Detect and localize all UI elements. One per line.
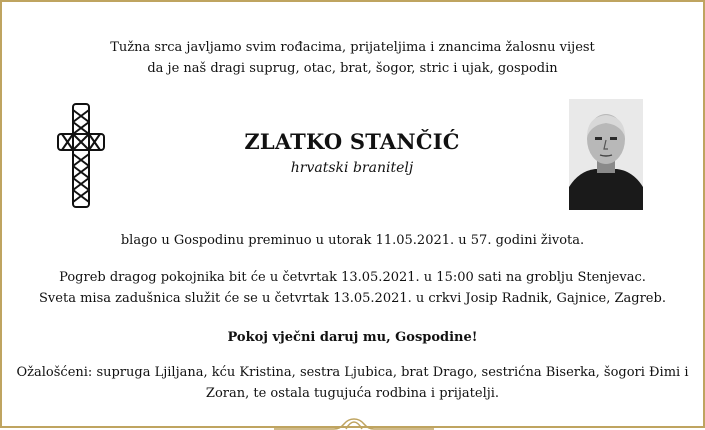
celtic-knot-cross-icon — [56, 102, 106, 209]
death-notice: blago u Gospodinu preminuo u utorak 11.05.2021. u 57. godini života. — [120, 233, 585, 248]
mourners-line-2: Zoran, te ostala tugujuća rodbina i prijatelji. — [205, 386, 500, 401]
deceased-name: ZLATKO STANČIĆ — [244, 129, 460, 154]
deceased-photo — [569, 99, 643, 210]
deceased-title: hrvatski branitelj — [290, 160, 414, 176]
funeral-line-1: Pogreb dragog pokojnika bit će u četvrtak 13.05.2021. u 15:00 sati na groblju Stenjevac. — [59, 270, 646, 285]
funeral-details — [2, 267, 703, 309]
mourners-line-1: Ožalošćeni: supruga Ljiljana, kću Kristina, sestra Ljubica, brat Drago, sestrićna Biserka, šogori Đimi i — [16, 365, 689, 380]
prayer-text: Pokoj vječni daruj mu, Gospodine! — [227, 330, 478, 345]
intro-line-2: da je naš dragi suprug, otac, brat, šogor, stric i ujak, gospodin — [147, 61, 558, 76]
mourners-text — [2, 362, 703, 404]
intro-line-1: Tužna srca javljamo svim rođacima, prijateljima i znancima žalosnu vijest — [110, 40, 595, 55]
intro-text — [2, 37, 703, 79]
funeral-line-2: Sveta misa zadušnica služit će se u četvrtak 13.05.2021. u crkvi Josip Radnik, Gajnice, Zagreb. — [39, 291, 666, 306]
